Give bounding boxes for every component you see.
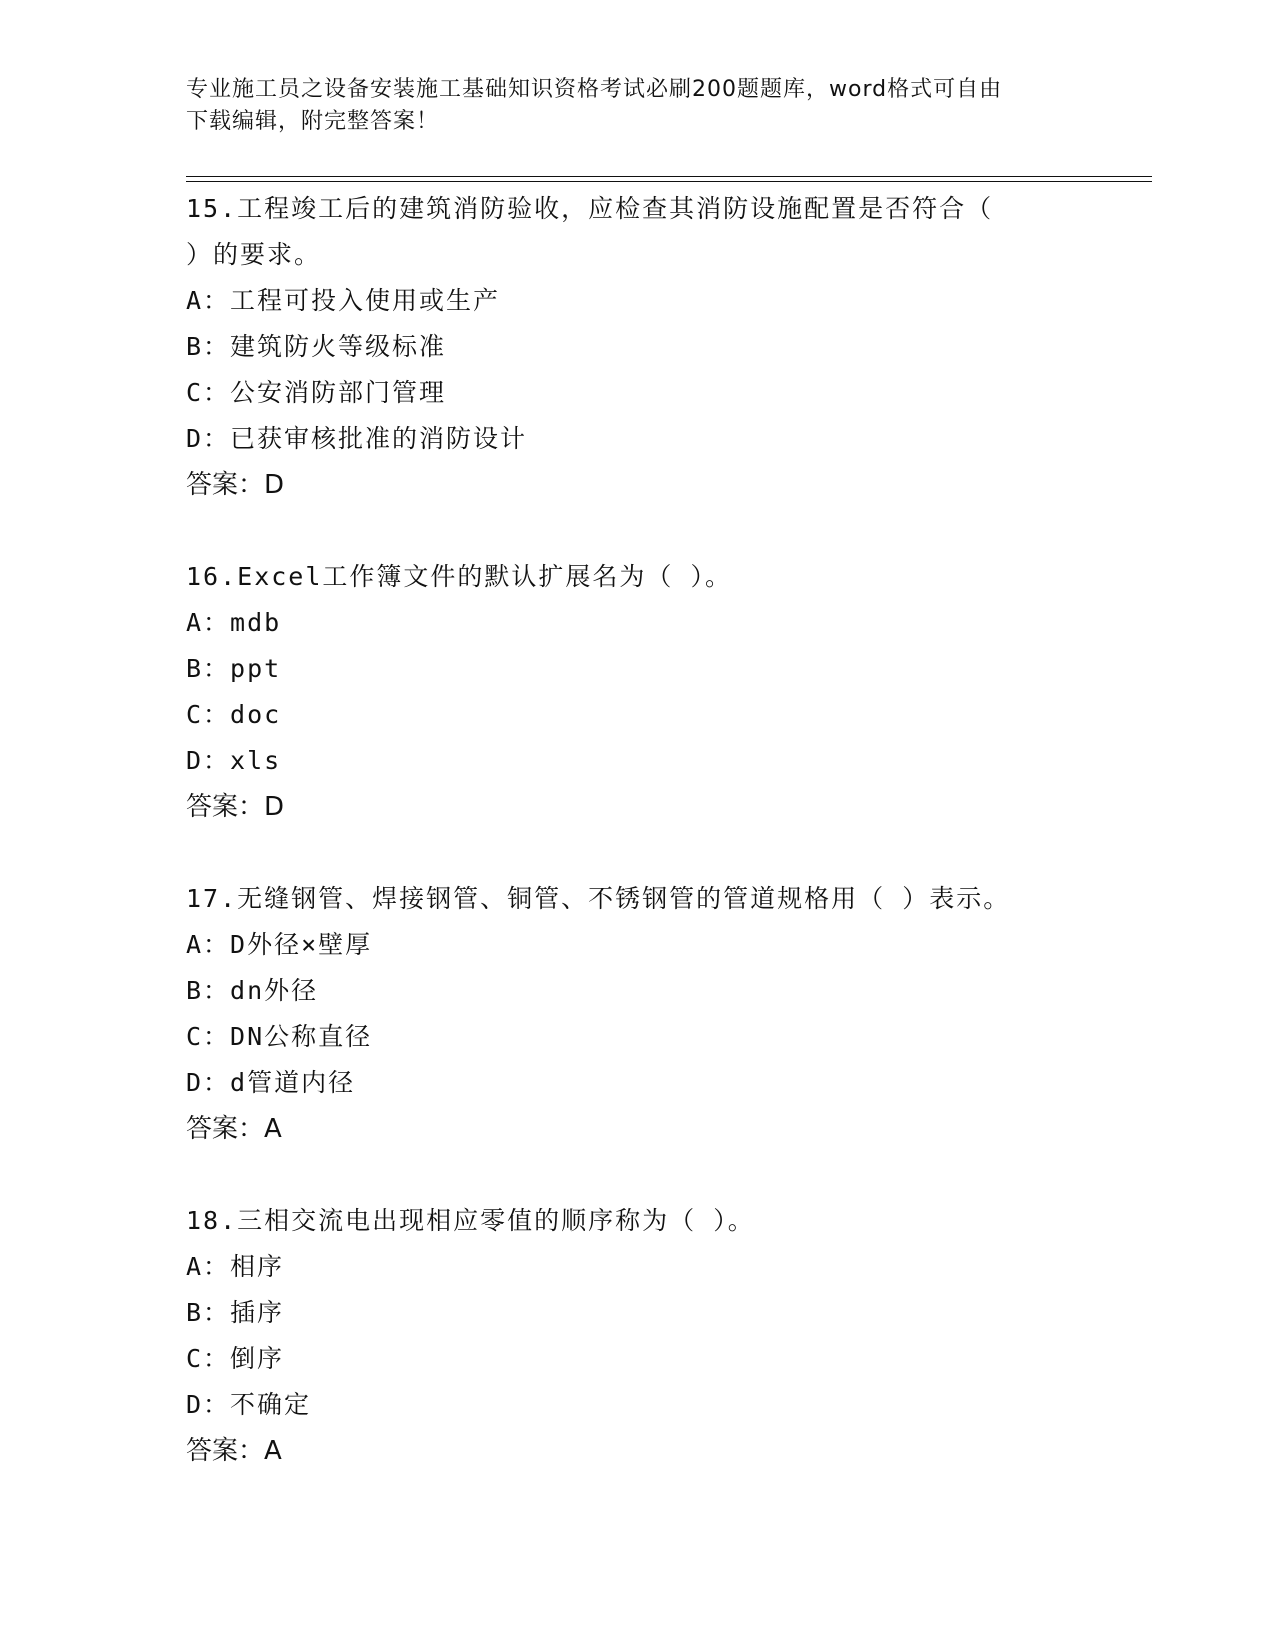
question-17	[186, 876, 1086, 1152]
question-stem: 17.无缝钢管、焊接钢管、铜管、不锈钢管的管道规格用（ ）表示。	[186, 884, 1011, 913]
answer: 答案：D	[186, 792, 285, 822]
answer: 答案：D	[186, 470, 285, 500]
option-a: A：相序	[186, 1252, 285, 1281]
option-c: C：doc	[186, 700, 282, 729]
option-b: B：ppt	[186, 654, 282, 683]
option-d: D：已获审核批准的消防设计	[186, 424, 528, 453]
option-a: A：mdb	[186, 608, 282, 637]
question-16	[186, 554, 1086, 830]
answer: 答案：A	[186, 1436, 282, 1466]
header-divider	[186, 176, 1152, 182]
option-d: D：d管道内径	[186, 1068, 356, 1097]
option-b: B：建筑防火等级标准	[186, 332, 447, 361]
header-line-1: 专业施工员之设备安装施工基础知识资格考试必刷200题题库，word格式可自由	[186, 77, 1003, 102]
option-a: A：D外径×壁厚	[186, 930, 373, 959]
question-15	[186, 186, 1086, 508]
question-stem: 16.Excel工作簿文件的默认扩展名为（ ）。	[186, 562, 732, 591]
option-d: D：xls	[186, 746, 282, 775]
answer: 答案：A	[186, 1114, 282, 1144]
option-d: D：不确定	[186, 1390, 312, 1419]
question-list	[186, 186, 1086, 1520]
question-stem-continued: ）的要求。	[186, 240, 322, 269]
option-c: C：倒序	[186, 1344, 285, 1373]
option-a: A：工程可投入使用或生产	[186, 286, 501, 315]
document-header	[186, 74, 1086, 138]
question-stem: 18.三相交流电出现相应零值的顺序称为（ ）。	[186, 1206, 755, 1235]
question-stem: 15.工程竣工后的建筑消防验收，应检查其消防设施配置是否符合（	[186, 194, 994, 223]
question-18	[186, 1198, 1086, 1474]
header-line-2: 下载编辑，附完整答案！	[186, 109, 440, 134]
option-b: B：插序	[186, 1298, 285, 1327]
option-b: B：dn外径	[186, 976, 319, 1005]
option-c: C：公安消防部门管理	[186, 378, 447, 407]
option-c: C：DN公称直径	[186, 1022, 373, 1051]
